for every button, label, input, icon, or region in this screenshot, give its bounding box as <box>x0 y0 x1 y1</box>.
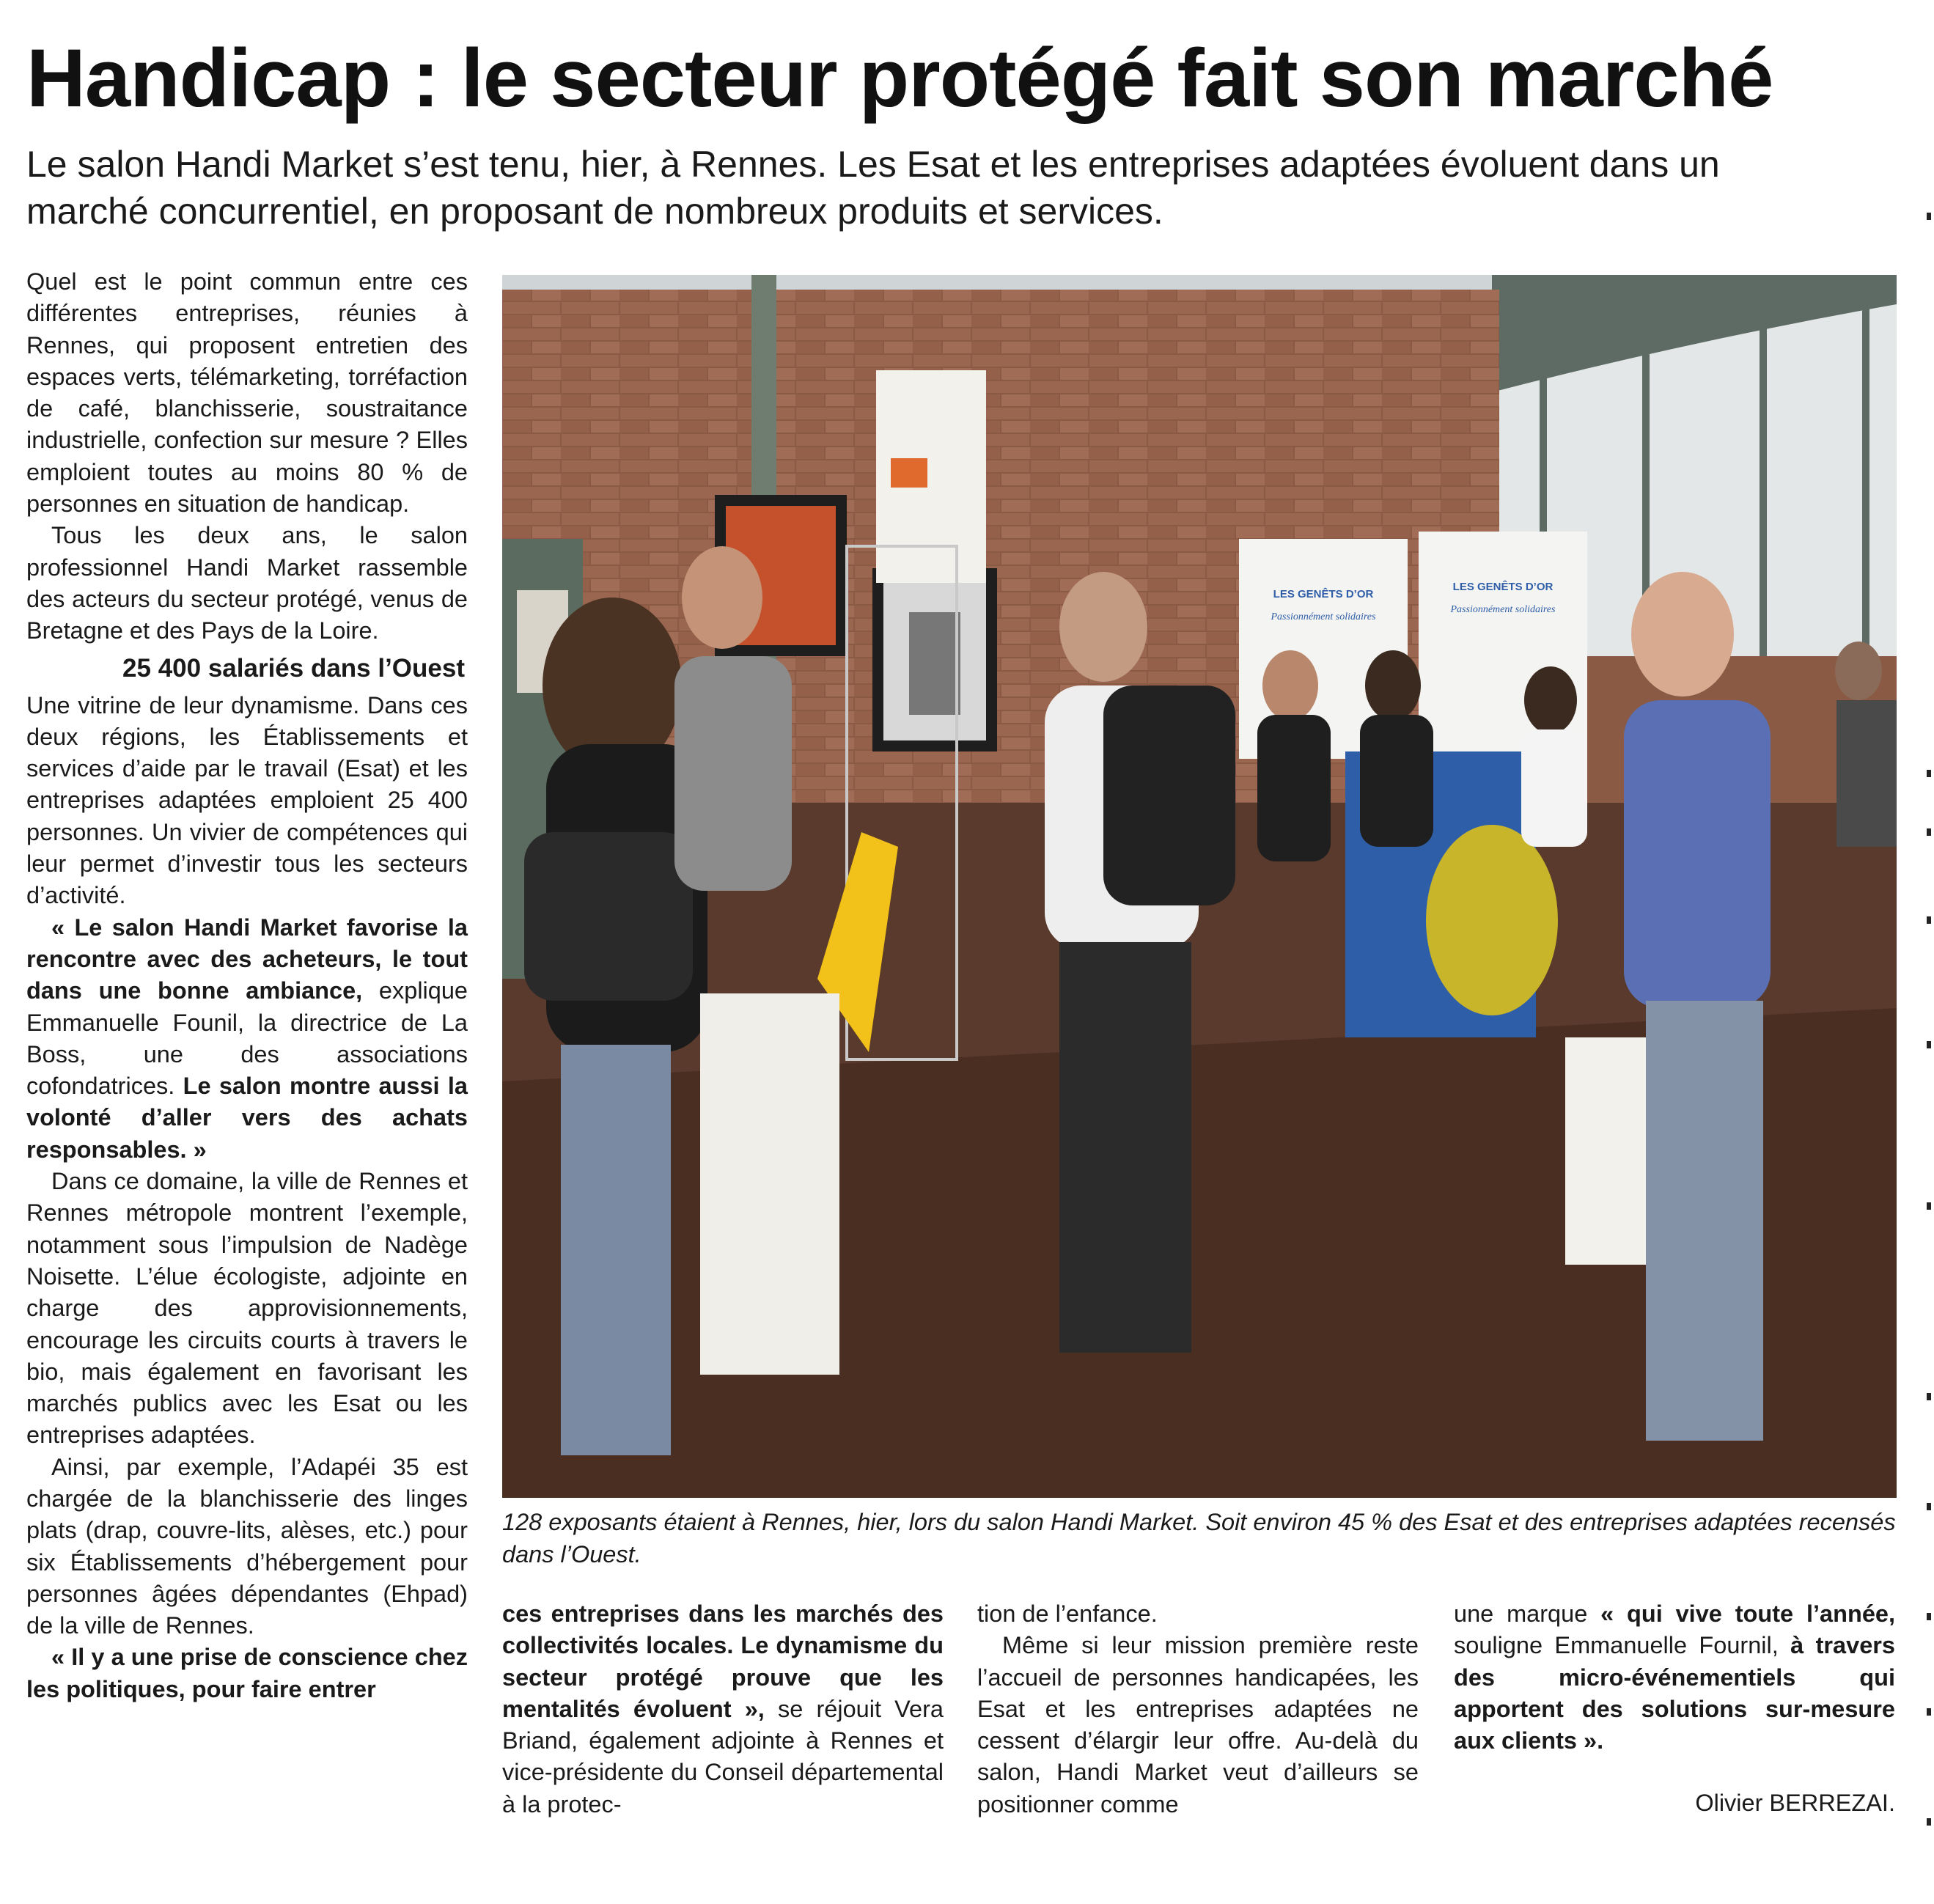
quote-paragraph <box>26 1642 468 1705</box>
paragraph: Même si leur mission première reste l’accueil de personnes handicapées, les Esat et les entreprises adaptées ne cessent d’élargir leur offre. Au-delà du salon, Handi Market veut d’ailleurs se positionner comme <box>977 1632 1419 1817</box>
quote-continuation <box>502 1598 944 1820</box>
paragraph: Tous les deux ans, le salon professionnel Handi Market rassemble des acteurs du secteur protégé, venus de Bretagne et des Pays de la Loire. <box>26 522 468 644</box>
banner-right-tagline: Passionnément solidaires <box>1450 604 1556 615</box>
paragraph: Une vitrine de leur dynamisme. Dans ces deux régions, les Établissements et services d’aide par le travail (Esat) et les entreprises adaptées emploient 25 400 personnes. Un vivier de compétences qui leur permet d’investir tous les secteurs d’activité. <box>26 691 468 909</box>
quote-bold: ces entreprises dans les marchés des collectivités locales. Le dynamisme du secteur protégé prouve que les mentalités évoluent », <box>502 1600 944 1722</box>
quote-bold: « qui vive toute l’année, <box>1587 1600 1895 1627</box>
quote-attribution: explique Emmanuelle Founil, la directrice de La Boss, une des associations cofondatrices. <box>26 977 468 1100</box>
adjacent-column-edge <box>1927 0 1934 1904</box>
subheading: 25 400 salariés dans l’Ouest <box>122 653 465 683</box>
headline: Handicap : le secteur protégé fait son marché <box>26 32 1773 124</box>
article-column-4 <box>1454 1598 1895 1820</box>
paragraph: Quel est le point commun entre ces différentes entreprises, réunies à Rennes, qui proposent entretien des espaces verts, télémarketing, torréfaction de café, blanchisserie, soustraitance industrielle, confection sur mesure ? Elles emploient toutes au moins 80 % de personnes en situation de handicap. <box>26 268 468 518</box>
article-photo <box>502 275 1897 1498</box>
quote-bold: Le salon montre aussi la volonté d’aller vers des achats responsables. » <box>26 1073 468 1163</box>
paragraph: Dans ce domaine, la ville de Rennes et Rennes métropole montrent l’exemple, notamment sous l’impulsion de Nadège Noisette. L’élue écologiste, adjointe en charge des approvisionnements, encourage les circuits courts à travers le bio, mais également en favorisant les marchés publics avec les Esat ou les entreprises adaptées. <box>26 1168 468 1449</box>
banner-left-title: LES GENÊTS D’OR <box>1273 588 1374 600</box>
article-column-2 <box>502 1598 944 1820</box>
article-column-1 <box>26 266 468 1705</box>
author-signature: Olivier BERREZAI. <box>1695 1790 1895 1817</box>
paragraph <box>1454 1598 1895 1757</box>
quote-attribution: se réjouit Vera Briand, également adjointe à Rennes et vice-présidente du Conseil départemental à la protec- <box>502 1695 944 1817</box>
quote-bold: « Le salon Handi Market favorise la rencontre avec des acheteurs, le tout dans une bonne ambiance, <box>26 914 468 1004</box>
quote-bold: « Il y a une prise de conscience chez les politiques, pour faire entrer <box>26 1644 468 1702</box>
paragraph: Ainsi, par exemple, l’Adapéi 35 est chargée de la blanchisserie des linges plats (drap, couvre-lits, alèses, etc.) pour six Établissements d’hébergement pour personnes âgées dépendantes (Ehpad) de la ville de Rennes. <box>26 1453 468 1639</box>
quote-attribution: souligne Emmanuelle Fournil, <box>1454 1632 1779 1659</box>
paragraph: tion de l’enfance. <box>977 1600 1158 1627</box>
text-run: une marque <box>1454 1600 1588 1627</box>
quote-bold: à travers des micro-événementiels qui apportent des solutions sur-mesure aux clients ». <box>1454 1632 1895 1754</box>
banner-left-tagline: Passionnément solidaires <box>1271 611 1376 622</box>
article-column-3 <box>977 1598 1419 1820</box>
photo-caption: 128 exposants étaient à Rennes, hier, lors du salon Handi Market. Soit environ 45 % des Esat et des entreprises adaptées recensés dans l’Ouest. <box>502 1509 1896 1567</box>
quote-paragraph <box>26 912 468 1166</box>
standfirst: Le salon Handi Market s’est tenu, hier, à Rennes. Les Esat et les entreprises adaptées évoluent dans un marché concurrentiel, en proposant de nombreux produits et services. <box>26 144 1720 232</box>
banner-right-title: LES GENÊTS D’OR <box>1452 581 1554 593</box>
